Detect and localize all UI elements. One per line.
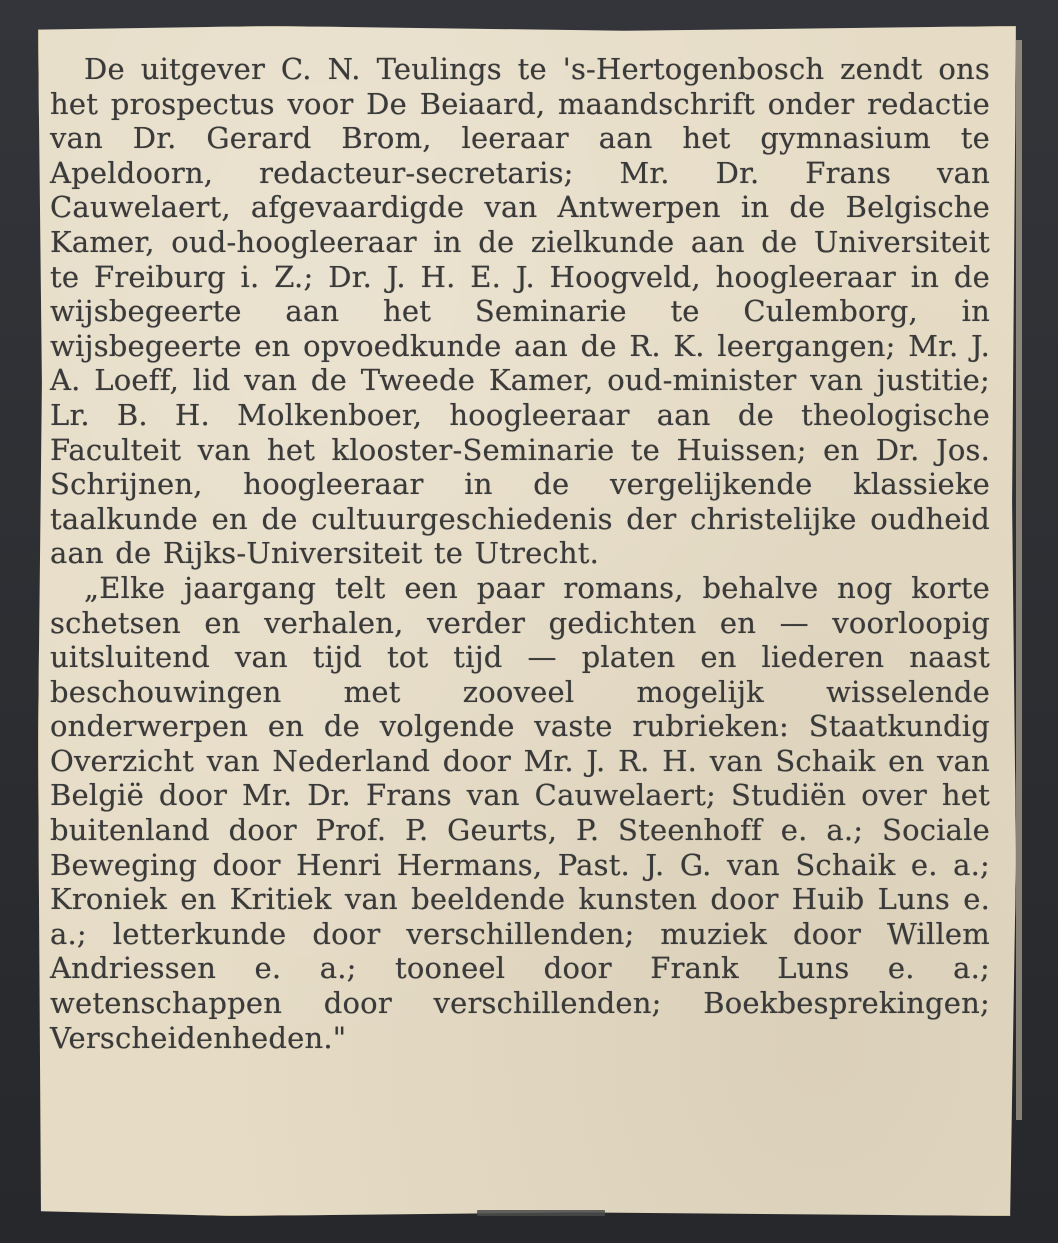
clipping-torn-edge — [1016, 40, 1022, 1120]
article-body — [50, 52, 990, 1055]
article-paragraph-2: „Elke jaargang telt een paar romans, behalve nog korte schetsen en verhalen, verder gedichten en — voorloopig uitsluitend van tijd tot tijd — platen en liederen naast beschouwingen met zooveel mogelijk wisselende onderwerpen en de volgende vaste rubrieken: Staatkundig Overzicht van Nederland door Mr. J. R. H. van Schaik en van België door Mr. Dr. Frans van Cauwelaert; Studiën over het buitenland door Prof. P. Geurts, P. Steenhoff e. a.; Sociale Beweging door Henri Hermans, Past. J. G. van Schaik e. a.; Kroniek en Kritiek van beeldende kunsten door Huib Luns e. a.; letterkunde door verschillenden; muziek door Willem Andriessen e. a.; tooneel door Frank Luns e. a.; wetenschappen door verschillenden; Boekbesprekingen; Verscheidenheden." — [50, 570, 990, 1055]
section-divider-rule — [477, 1210, 605, 1216]
article-paragraph-1: De uitgever C. N. Teulings te 's-Hertogenbosch zendt ons het prospectus voor De Beiaard, maandschrift onder redactie van Dr. Gerard Brom, leeraar aan het gymnasium te Apeldoorn, redacteur-secretaris; Mr. Dr. Frans van Cauwelaert, afgevaardigde van Antwerpen in de Belgische Kamer, oud-hoogleeraar in de zielkunde aan de Universiteit te Freiburg i. Z.; Dr. J. H. E. J. Hoogveld, hoogleeraar in de wijsbegeerte aan het Seminarie te Culemborg, in wijsbegeerte en opvoedkunde aan de R. K. leergangen; Mr. J. A. Loeff, lid van de Tweede Kamer, oud-minister van justitie; Lr. B. H. Molkenboer, hoogleeraar aan de theologische Faculteit van het klooster-Seminarie te Huissen; en Dr. Jos. Schrijnen, hoogleeraar in de vergelijkende klassieke taalkunde en de cultuurgeschiedenis der christelijke oudheid aan de Rijks-Universiteit te Utrecht. — [50, 52, 990, 571]
